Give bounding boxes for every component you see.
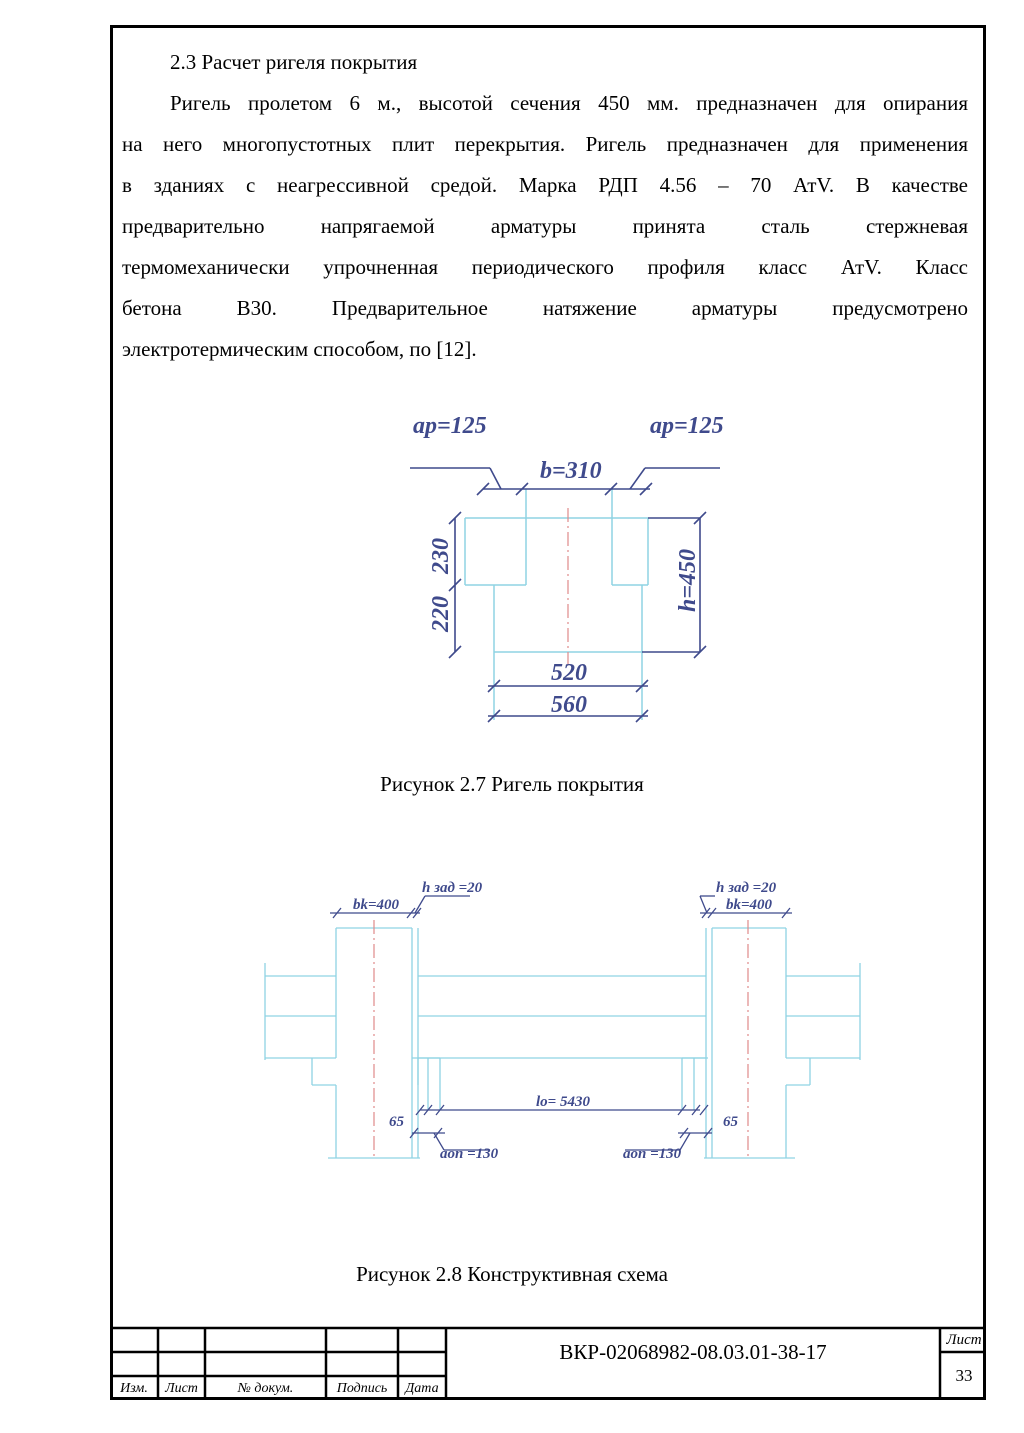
paragraph-line: на него многопустотных плит перекрытия. Ригель предназначен для применения xyxy=(122,132,968,156)
figure-2-7-caption: Рисунок 2.7 Ригель покрытия xyxy=(380,772,644,796)
paragraph-line: бетона В30. Предварительное натяжение арматуры предусмотрено xyxy=(122,296,968,320)
stamp-list: Лист xyxy=(165,1381,198,1396)
paragraph-line: предварительно напрягаемой арматуры принята сталь стержневая xyxy=(122,214,968,238)
section-heading: 2.3 Расчет ригеля покрытия xyxy=(170,50,418,74)
paragraph-line: в зданиях с неагрессивной средой. Марка РДП 4.56 – 70 АтV. В качестве xyxy=(122,173,968,197)
stamp-date: Дата xyxy=(405,1381,439,1396)
dim-lo: lo= 5430 xyxy=(536,1094,590,1110)
dim-hzad-right: h зад =20 xyxy=(716,880,777,896)
sheet-label: Лист xyxy=(946,1332,982,1348)
paragraph-line: Ригель пролетом 6 м., высотой сечения 450 мм. предназначен для опирания xyxy=(170,91,968,115)
sheet-number: 33 xyxy=(955,1366,973,1385)
dim-230: 230 xyxy=(428,538,454,574)
dim-bk-right: bk=400 xyxy=(726,897,773,913)
dim-ap-right: ар=125 xyxy=(650,413,724,439)
dim-560: 560 xyxy=(551,692,587,718)
dim-65-right: 65 xyxy=(723,1114,738,1130)
stamp-izm: Изм. xyxy=(120,1381,148,1396)
dim-bk-left: bk=400 xyxy=(353,897,400,913)
dim-h: h=450 xyxy=(675,548,701,612)
stamp-doc-no: № докум. xyxy=(237,1381,294,1396)
paragraph-line: электротермическим способом, по [12]. xyxy=(122,337,477,361)
figure-2-8-caption: Рисунок 2.8 Конструктивная схема xyxy=(356,1262,668,1286)
document-code: ВКР-02068982-08.03.01-38-17 xyxy=(559,1340,827,1364)
dim-aop-left: аоп =130 xyxy=(440,1146,499,1162)
stamp-signature: Подпись xyxy=(336,1381,388,1396)
dim-220: 220 xyxy=(428,596,454,632)
paragraph-line: термомеханически упрочненная периодического профиля класс АтV. Класс xyxy=(122,255,968,279)
dim-aop-right: аоп =130 xyxy=(623,1146,682,1162)
dim-520: 520 xyxy=(551,660,587,686)
dim-hzad-left: h зад =20 xyxy=(422,880,483,896)
dim-ap-left: ар=125 xyxy=(413,413,487,439)
dim-b: b=310 xyxy=(540,458,602,484)
dim-65-left: 65 xyxy=(389,1114,404,1130)
